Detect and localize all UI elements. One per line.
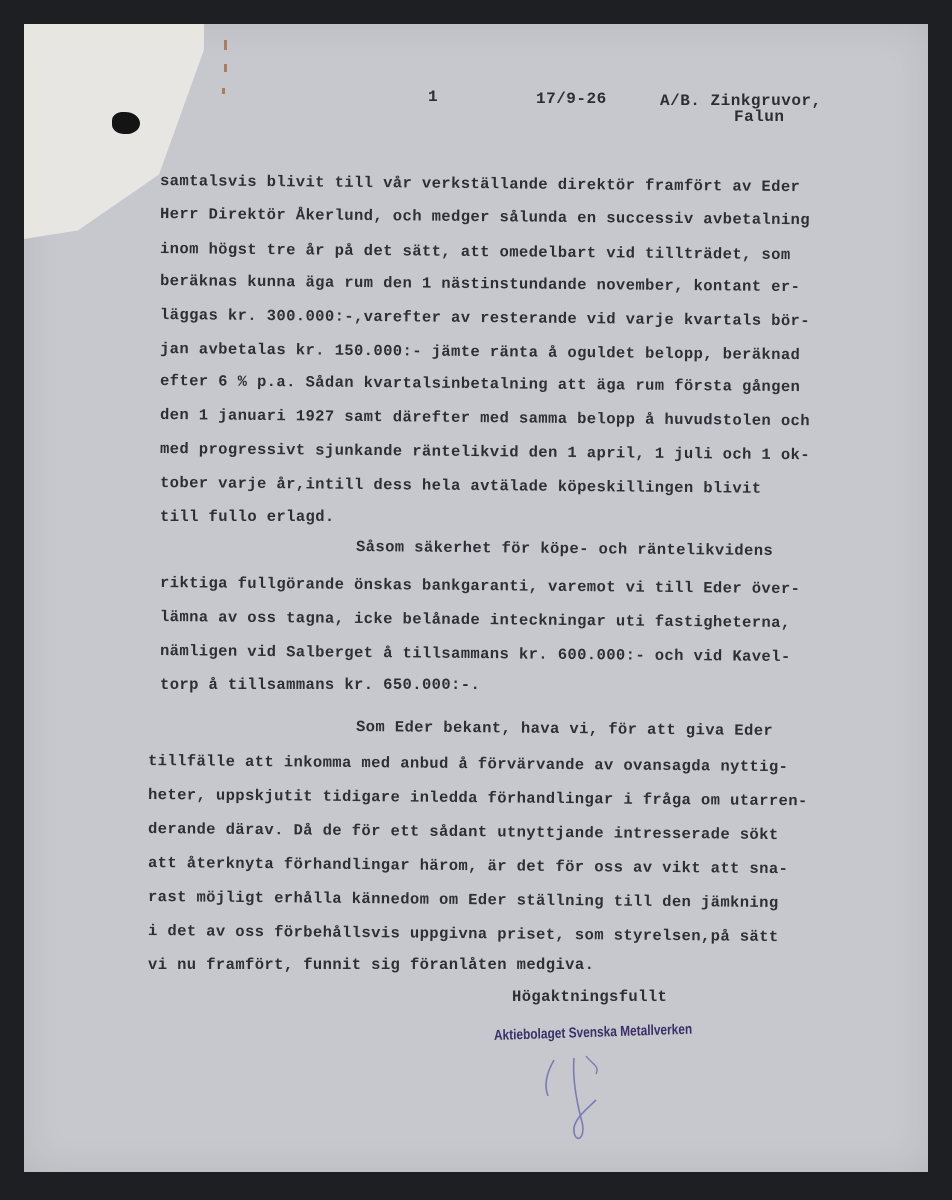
punch-hole <box>112 112 140 134</box>
handwritten-signature <box>538 1052 618 1147</box>
recipient-name: A/B. Zinkgruvor, <box>660 92 822 110</box>
body-line: tillfälle att inkomma med anbud å förvärvande av ovansagda nyttig- <box>147 752 789 777</box>
body-line: efter 6 % p.a. Sådan kvartalsinbetalning att äga rum första gången <box>159 372 801 397</box>
body-line: att återknyta förhandlingar härom, är det för oss av vikt att sna- <box>147 854 789 879</box>
rust-mark <box>222 88 225 94</box>
body-line: riktiga fullgörande önskas bankgaranti, varemot vi till Eder över- <box>159 574 801 599</box>
rust-mark <box>224 40 227 50</box>
body-line: tober varje år,intill dess hela avtälade köpeskillingen blivit <box>159 474 762 498</box>
body-line: beräknas kunna äga rum den 1 nästinstundande november, kontant er- <box>159 272 801 297</box>
closing-salutation: Högaktningsfullt <box>512 988 668 1006</box>
body-line: i det av oss förbehållsvis uppgivna priset, som styrelsen,på sätt <box>147 922 779 947</box>
body-line: nämligen vid Salberget å tillsammans kr. 600.000:- och vid Kavel- <box>159 642 791 667</box>
letter-date: 17/9-26 <box>536 90 607 108</box>
body-line: lämna av oss tagna, icke belånade inteckningar uti fastigheterna, <box>159 608 791 633</box>
company-stamp: Aktiebolaget Svenska Metallverken <box>493 1021 693 1044</box>
body-line: jan avbetalas kr. 150.000:- jämte ränta å oguldet belopp, beräknad <box>159 340 801 365</box>
body-line: den 1 januari 1927 samt därefter med samma belopp å huvudstolen och <box>159 406 811 431</box>
body-line: med progressivt sjunkande räntelikvid den 1 april, 1 juli och 1 ok- <box>159 440 811 465</box>
body-line: Såsom säkerhet för köpe- och räntelikvidens <box>355 538 774 561</box>
body-line: till fullo erlagd. <box>160 508 335 526</box>
body-line: samtalsvis blivit till vår verkställande direktör framfört av Eder <box>159 172 801 197</box>
body-line: derande därav. Då de för ett sådant utnyttjande intresserade sökt <box>147 820 779 845</box>
body-line: torp å tillsammans kr. 650.000:-. <box>160 676 481 694</box>
body-line: Herr Direktör Åkerlund, och medger sålunda en successiv avbetalning <box>159 205 811 230</box>
body-line: läggas kr. 300.000:-,varefter av resterande vid varje kvartals bör- <box>159 306 811 331</box>
recipient-city: Falun <box>734 108 785 126</box>
body-line: inom högst tre år på det sätt, att omedelbart vid tillträdet, som <box>159 240 791 265</box>
body-line: vi nu framfört, funnit sig föranlåten medgiva. <box>148 956 595 974</box>
body-line: Som Eder bekant, hava vi, för att giva Eder <box>355 718 774 741</box>
page-number: 1 <box>428 88 439 106</box>
body-line: heter, uppskjutit tidigare inledda förhandlingar i fråga om utarren- <box>147 786 808 811</box>
rust-mark <box>224 64 227 72</box>
body-line: rast möjligt erhålla kännedom om Eder ställning till den jämkning <box>147 888 779 913</box>
